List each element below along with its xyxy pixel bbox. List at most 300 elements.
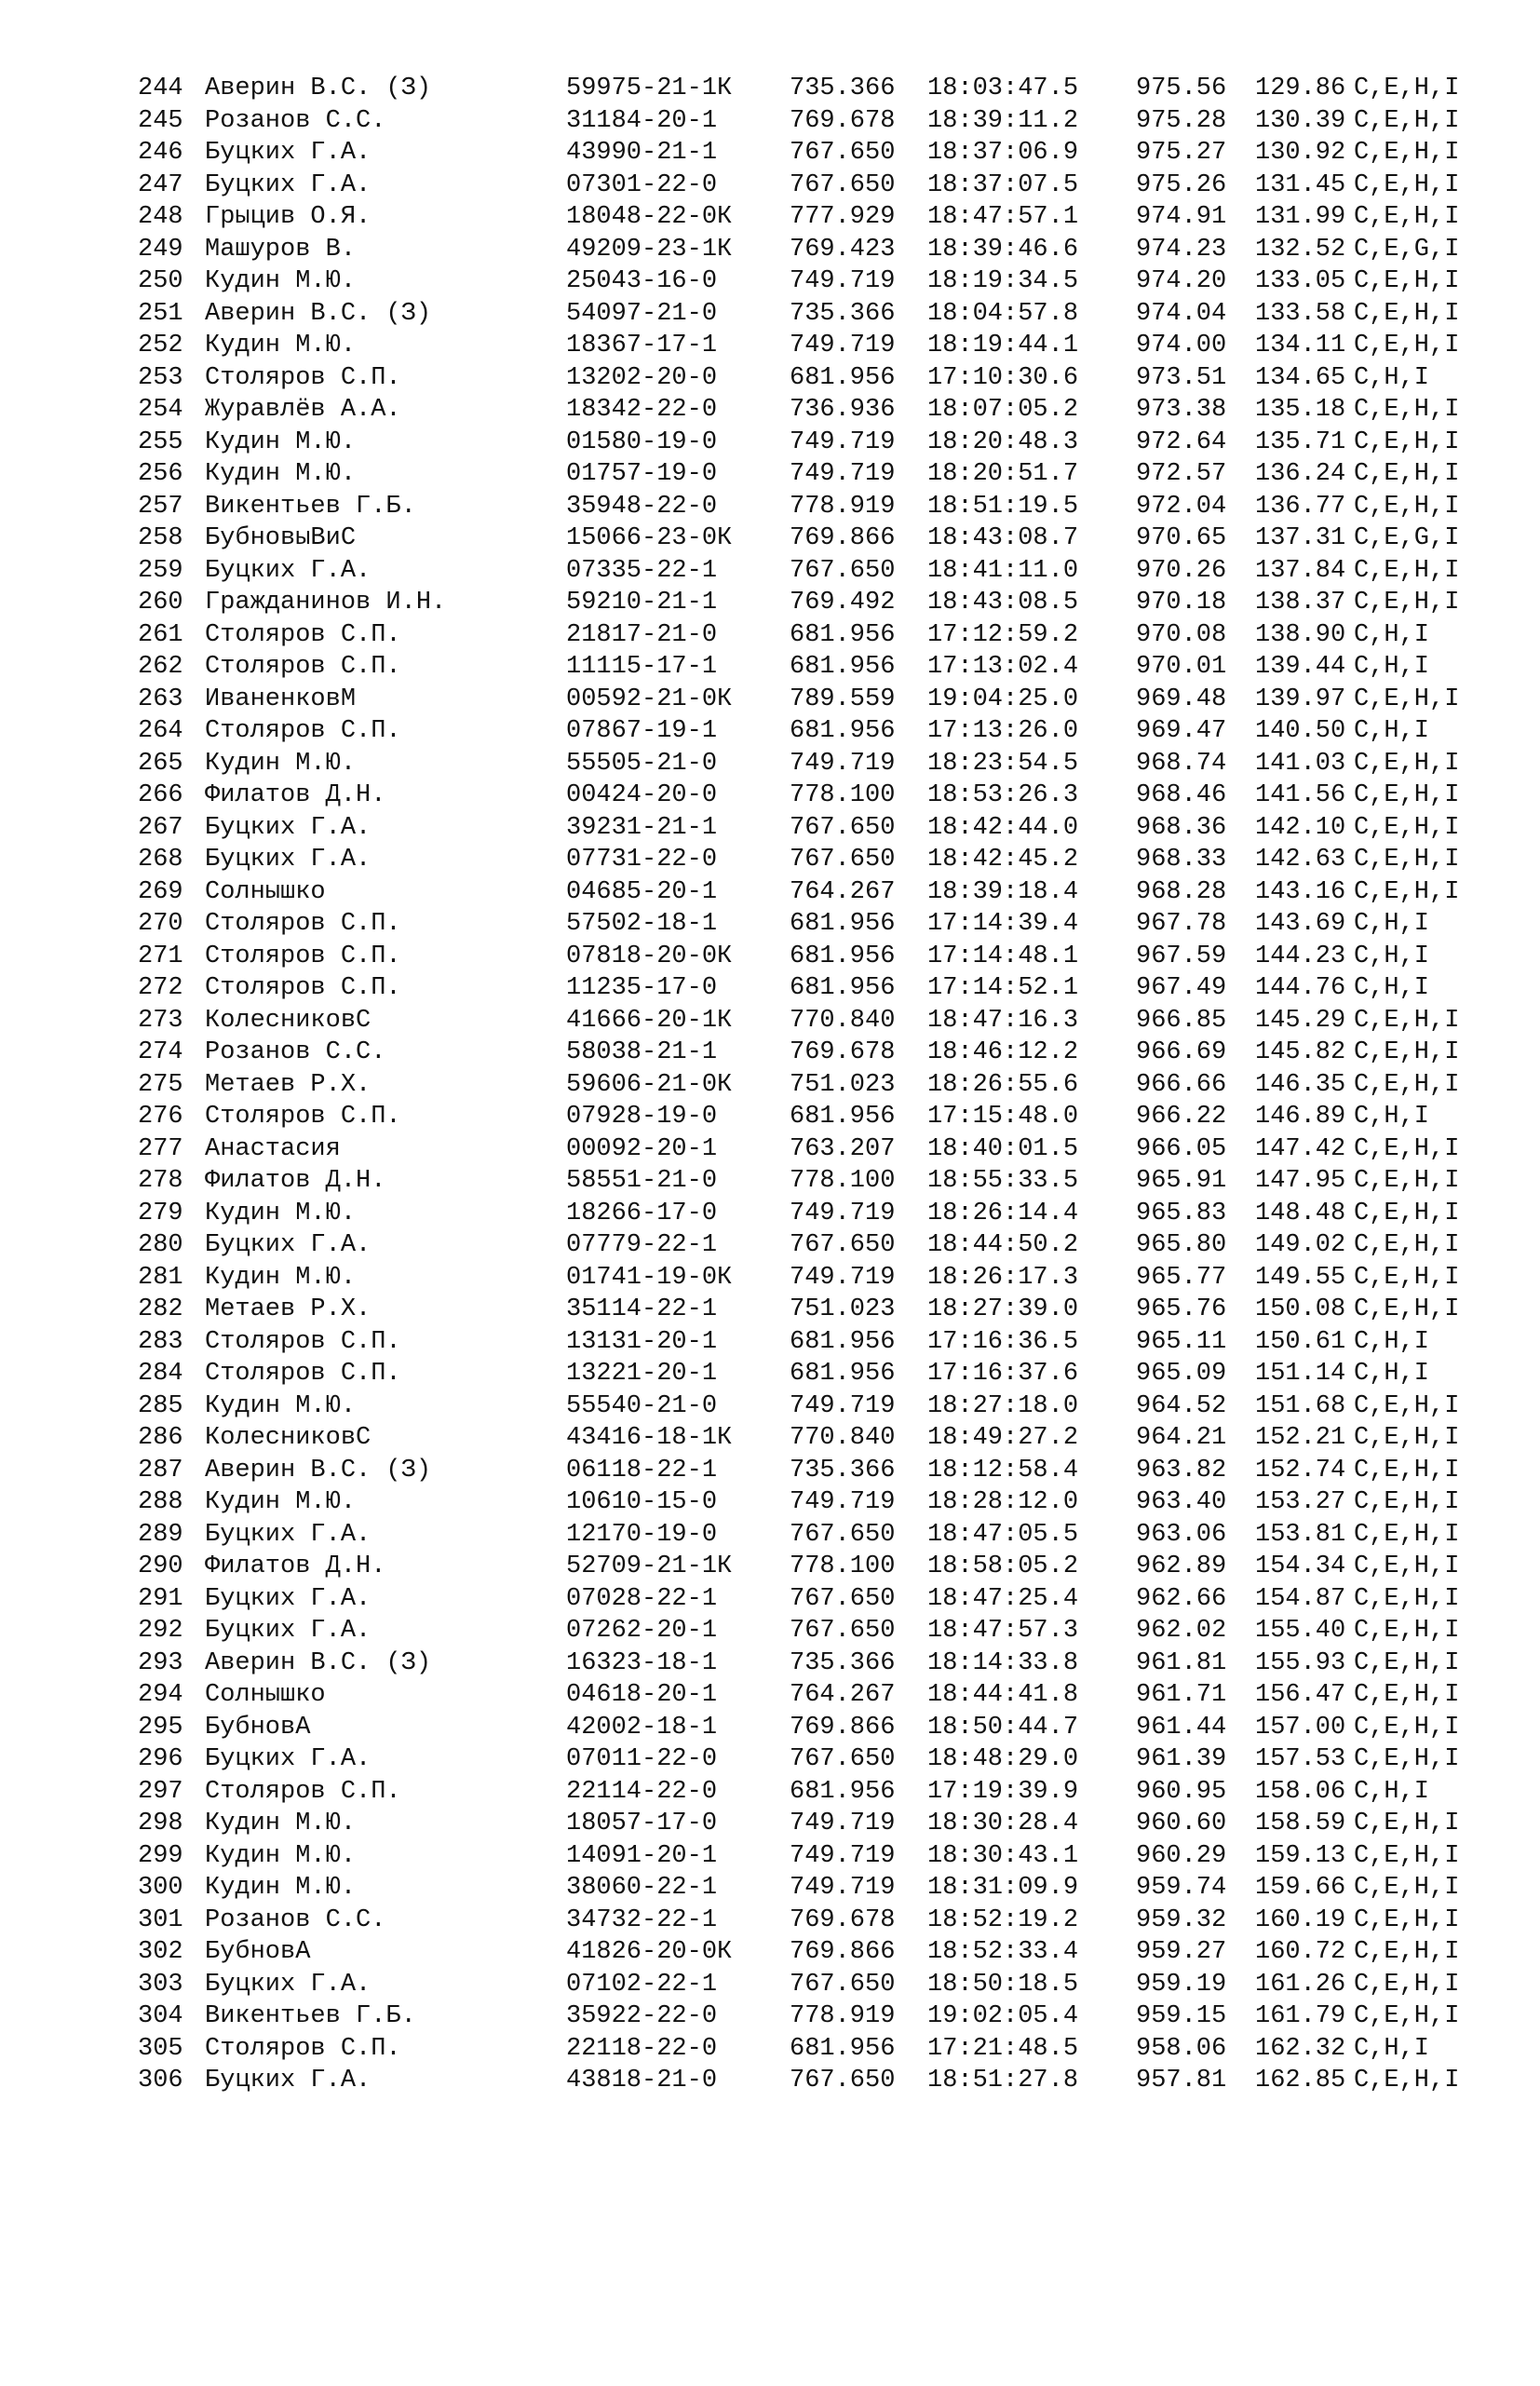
rank-cell: 268 [138, 846, 183, 874]
distance-cell: 767.650 [790, 846, 896, 874]
fancier-name-cell: Столяров С.П. [205, 1327, 401, 1356]
result-row [138, 1743, 1497, 1776]
points-cell: 155.40 [1255, 1617, 1346, 1645]
result-row [138, 555, 1497, 588]
distance-cell: 764.267 [790, 877, 896, 906]
points-cell: 156.47 [1255, 1681, 1346, 1709]
points-cell: 161.79 [1255, 2002, 1346, 2030]
result-row [138, 362, 1497, 395]
result-row [138, 1872, 1497, 1905]
result-row [138, 1679, 1497, 1712]
fancier-name-cell: Розанов С.С. [205, 1905, 386, 1934]
speed-cell: 975.26 [1136, 170, 1227, 199]
categories-cell: С,Е,Н,І [1354, 2002, 1460, 2030]
speed-cell: 965.77 [1136, 1263, 1227, 1292]
distance-cell: 749.719 [790, 427, 896, 456]
rank-cell: 267 [138, 813, 183, 842]
ring-number-cell: 01580-19-0 [566, 427, 718, 456]
speed-cell: 969.47 [1136, 717, 1227, 745]
arrival-time-cell: 17:19:39.9 [927, 1777, 1079, 1806]
rank-cell: 281 [138, 1263, 183, 1292]
distance-cell: 764.267 [790, 1681, 896, 1709]
result-row [138, 427, 1497, 459]
categories-cell: С,Е,Н,І [1354, 203, 1460, 231]
categories-cell: С,Н,І [1354, 1777, 1430, 1806]
categories-cell: С,Е,Н,І [1354, 1713, 1460, 1742]
arrival-time-cell: 18:39:46.6 [927, 235, 1079, 264]
distance-cell: 681.956 [790, 942, 896, 970]
speed-cell: 965.09 [1136, 1360, 1227, 1388]
arrival-time-cell: 17:14:48.1 [927, 942, 1079, 970]
arrival-time-cell: 18:27:18.0 [927, 1391, 1079, 1420]
rank-cell: 252 [138, 332, 183, 359]
distance-cell: 749.719 [790, 332, 896, 359]
fancier-name-cell: Буцких Г.А. [205, 1617, 371, 1645]
ring-number-cell: 18367-17-1 [566, 332, 718, 359]
arrival-time-cell: 18:26:55.6 [927, 1070, 1079, 1099]
fancier-name-cell: Столяров С.П. [205, 2034, 401, 2063]
result-row [138, 684, 1497, 716]
points-cell: 132.52 [1255, 235, 1346, 264]
categories-cell: С,Н,І [1354, 974, 1430, 1002]
speed-cell: 970.01 [1136, 653, 1227, 681]
arrival-time-cell: 18:44:41.8 [927, 1681, 1079, 1709]
result-row [138, 1712, 1497, 1744]
points-cell: 145.82 [1255, 1038, 1346, 1066]
result-row [138, 522, 1497, 555]
arrival-time-cell: 18:51:19.5 [927, 492, 1079, 521]
speed-cell: 965.11 [1136, 1327, 1227, 1356]
rank-cell: 264 [138, 717, 183, 745]
categories-cell: С,Е,Н,І [1354, 1617, 1460, 1645]
ring-number-cell: 11115-17-1 [566, 653, 718, 681]
arrival-time-cell: 18:31:09.9 [927, 1874, 1079, 1902]
categories-cell: С,Н,І [1354, 363, 1430, 392]
ring-number-cell: 58038-21-1 [566, 1038, 718, 1066]
fancier-name-cell: Аверин В.С. (З) [205, 1456, 432, 1484]
fancier-name-cell: Аверин В.С. (З) [205, 299, 432, 328]
arrival-time-cell: 18:12:58.4 [927, 1456, 1079, 1484]
rank-cell: 275 [138, 1070, 183, 1099]
distance-cell: 749.719 [790, 1263, 896, 1292]
ring-number-cell: 21817-21-0 [566, 620, 718, 649]
fancier-name-cell: Буцких Г.А. [205, 556, 371, 585]
points-cell: 152.74 [1255, 1456, 1346, 1484]
result-row [138, 1005, 1497, 1037]
rank-cell: 248 [138, 203, 183, 231]
ring-number-cell: 07928-19-0 [566, 1103, 718, 1131]
categories-cell: С,Е,Н,І [1354, 749, 1460, 778]
categories-cell: С,Е,G,І [1354, 524, 1460, 552]
fancier-name-cell: Столяров С.П. [205, 1360, 401, 1388]
fancier-name-cell: Кудин М.Ю. [205, 460, 357, 488]
points-cell: 134.11 [1255, 332, 1346, 359]
points-cell: 151.14 [1255, 1360, 1346, 1388]
categories-cell: С,Е,Н,І [1354, 1391, 1460, 1420]
arrival-time-cell: 17:13:26.0 [927, 717, 1079, 745]
arrival-time-cell: 18:19:44.1 [927, 332, 1079, 359]
ring-number-cell: 59606-21-0К [566, 1070, 733, 1099]
distance-cell: 777.929 [790, 203, 896, 231]
speed-cell: 974.91 [1136, 203, 1227, 231]
speed-cell: 965.80 [1136, 1231, 1227, 1259]
speed-cell: 974.23 [1136, 235, 1227, 264]
fancier-name-cell: Кудин М.Ю. [205, 332, 357, 359]
result-row [138, 1583, 1497, 1616]
speed-cell: 968.46 [1136, 781, 1227, 809]
categories-cell: С,Н,І [1354, 2034, 1430, 2063]
distance-cell: 767.650 [790, 1231, 896, 1259]
ring-number-cell: 58551-21-0 [566, 1167, 718, 1195]
points-cell: 137.31 [1255, 524, 1346, 552]
arrival-time-cell: 19:04:25.0 [927, 685, 1079, 713]
categories-cell: С,Е,Н,І [1354, 170, 1460, 199]
categories-cell: С,Е,Н,І [1354, 139, 1460, 167]
categories-cell: С,Н,І [1354, 653, 1430, 681]
result-row [138, 330, 1497, 362]
speed-cell: 958.06 [1136, 2034, 1227, 2063]
points-cell: 139.97 [1255, 685, 1346, 713]
points-cell: 147.95 [1255, 1167, 1346, 1195]
speed-cell: 975.27 [1136, 139, 1227, 167]
result-row [138, 298, 1497, 331]
ring-number-cell: 07867-19-1 [566, 717, 718, 745]
rank-cell: 301 [138, 1905, 183, 1934]
result-row [138, 1936, 1497, 1969]
points-cell: 130.39 [1255, 106, 1346, 135]
arrival-time-cell: 18:47:16.3 [927, 1006, 1079, 1035]
result-row [138, 1165, 1497, 1198]
points-cell: 143.16 [1255, 877, 1346, 906]
arrival-time-cell: 18:27:39.0 [927, 1295, 1079, 1323]
points-cell: 140.50 [1255, 717, 1346, 745]
speed-cell: 959.74 [1136, 1874, 1227, 1902]
speed-cell: 963.06 [1136, 1520, 1227, 1549]
fancier-name-cell: Метаев Р.Х. [205, 1070, 371, 1099]
results-list [138, 73, 1497, 2097]
ring-number-cell: 38060-22-1 [566, 1874, 718, 1902]
rank-cell: 286 [138, 1424, 183, 1452]
result-row [138, 2065, 1497, 2097]
arrival-time-cell: 17:14:52.1 [927, 974, 1079, 1002]
fancier-name-cell: Буцких Г.А. [205, 170, 371, 199]
result-row [138, 201, 1497, 234]
distance-cell: 778.919 [790, 492, 896, 521]
speed-cell: 972.04 [1136, 492, 1227, 521]
points-cell: 149.55 [1255, 1263, 1346, 1292]
categories-cell: С,Е,Н,І [1354, 1199, 1460, 1227]
result-row [138, 1808, 1497, 1840]
result-row [138, 458, 1497, 491]
distance-cell: 681.956 [790, 363, 896, 392]
speed-cell: 968.28 [1136, 877, 1227, 906]
points-cell: 162.32 [1255, 2034, 1346, 2063]
speed-cell: 974.04 [1136, 299, 1227, 328]
fancier-name-cell: Кудин М.Ю. [205, 1263, 357, 1292]
ring-number-cell: 07731-22-0 [566, 846, 718, 874]
arrival-time-cell: 18:42:44.0 [927, 813, 1079, 842]
fancier-name-cell: Столяров С.П. [205, 620, 401, 649]
ring-number-cell: 55505-21-0 [566, 749, 718, 778]
points-cell: 130.92 [1255, 139, 1346, 167]
categories-cell: С,Е,Н,І [1354, 1520, 1460, 1549]
arrival-time-cell: 18:14:33.8 [927, 1648, 1079, 1677]
points-cell: 143.69 [1255, 910, 1346, 938]
result-row [138, 1840, 1497, 1873]
points-cell: 147.42 [1255, 1134, 1346, 1163]
ring-number-cell: 01741-19-0К [566, 1263, 733, 1292]
result-row [138, 2033, 1497, 2066]
arrival-time-cell: 18:42:45.2 [927, 846, 1079, 874]
rank-cell: 246 [138, 139, 183, 167]
points-cell: 139.44 [1255, 653, 1346, 681]
arrival-time-cell: 18:58:05.2 [927, 1552, 1079, 1580]
categories-cell: С,Е,Н,І [1354, 1938, 1460, 1966]
rank-cell: 262 [138, 653, 183, 681]
result-row [138, 1133, 1497, 1166]
distance-cell: 763.207 [790, 1134, 896, 1163]
speed-cell: 961.81 [1136, 1648, 1227, 1677]
rank-cell: 259 [138, 556, 183, 585]
categories-cell: С,Н,І [1354, 942, 1430, 970]
fancier-name-cell: ИваненковМ [205, 685, 357, 713]
points-cell: 148.48 [1255, 1199, 1346, 1227]
arrival-time-cell: 18:30:28.4 [927, 1810, 1079, 1837]
ring-number-cell: 18342-22-0 [566, 396, 718, 424]
ring-number-cell: 16323-18-1 [566, 1648, 718, 1677]
result-row [138, 1422, 1497, 1455]
fancier-name-cell: Столяров С.П. [205, 1103, 401, 1131]
distance-cell: 735.366 [790, 299, 896, 328]
distance-cell: 769.492 [790, 589, 896, 617]
result-row [138, 972, 1497, 1005]
result-row [138, 619, 1497, 652]
categories-cell: С,Е,Н,І [1354, 106, 1460, 135]
fancier-name-cell: Журавлёв А.А. [205, 396, 401, 424]
arrival-time-cell: 17:21:48.5 [927, 2034, 1079, 2063]
fancier-name-cell: Кудин М.Ю. [205, 1488, 357, 1516]
fancier-name-cell: Розанов С.С. [205, 1038, 386, 1066]
rank-cell: 279 [138, 1199, 183, 1227]
arrival-time-cell: 17:15:48.0 [927, 1103, 1079, 1131]
speed-cell: 974.00 [1136, 332, 1227, 359]
fancier-name-cell: Буцких Г.А. [205, 139, 371, 167]
arrival-time-cell: 18:55:33.5 [927, 1167, 1079, 1195]
arrival-time-cell: 18:26:17.3 [927, 1263, 1079, 1292]
speed-cell: 963.82 [1136, 1456, 1227, 1484]
categories-cell: С,Н,І [1354, 910, 1430, 938]
categories-cell: С,Е,Н,І [1354, 1263, 1460, 1292]
ring-number-cell: 35948-22-0 [566, 492, 718, 521]
rank-cell: 271 [138, 942, 183, 970]
ring-number-cell: 39231-21-1 [566, 813, 718, 842]
ring-number-cell: 04685-20-1 [566, 877, 718, 906]
points-cell: 155.93 [1255, 1648, 1346, 1677]
distance-cell: 681.956 [790, 620, 896, 649]
speed-cell: 968.74 [1136, 749, 1227, 778]
fancier-name-cell: Грыцив О.Я. [205, 203, 371, 231]
fancier-name-cell: Буцких Г.А. [205, 1231, 371, 1259]
ring-number-cell: 59975-21-1К [566, 75, 733, 102]
arrival-time-cell: 17:16:37.6 [927, 1360, 1079, 1388]
categories-cell: С,Е,Н,І [1354, 1295, 1460, 1323]
arrival-time-cell: 18:37:06.9 [927, 139, 1079, 167]
arrival-time-cell: 18:30:43.1 [927, 1841, 1079, 1870]
speed-cell: 974.20 [1136, 267, 1227, 295]
arrival-time-cell: 18:47:57.3 [927, 1617, 1079, 1645]
fancier-name-cell: КолесниковС [205, 1006, 371, 1035]
rank-cell: 257 [138, 492, 183, 521]
categories-cell: С,Н,І [1354, 717, 1430, 745]
speed-cell: 959.19 [1136, 1970, 1227, 1999]
arrival-time-cell: 18:52:19.2 [927, 1905, 1079, 1934]
fancier-name-cell: Буцких Г.А. [205, 813, 371, 842]
ring-number-cell: 18057-17-0 [566, 1810, 718, 1837]
categories-cell: С,Е,Н,І [1354, 299, 1460, 328]
result-row [138, 2000, 1497, 2033]
distance-cell: 749.719 [790, 1488, 896, 1516]
distance-cell: 681.956 [790, 974, 896, 1002]
distance-cell: 769.678 [790, 1038, 896, 1066]
ring-number-cell: 11235-17-0 [566, 974, 718, 1002]
fancier-name-cell: Аверин В.С. (З) [205, 1648, 432, 1677]
distance-cell: 735.366 [790, 75, 896, 102]
distance-cell: 789.559 [790, 685, 896, 713]
rank-cell: 284 [138, 1360, 183, 1388]
fancier-name-cell: Розанов С.С. [205, 106, 386, 135]
categories-cell: С,Н,І [1354, 620, 1430, 649]
speed-cell: 967.59 [1136, 942, 1227, 970]
fancier-name-cell: Машуров В. [205, 235, 357, 264]
points-cell: 161.26 [1255, 1970, 1346, 1999]
arrival-time-cell: 18:19:34.5 [927, 267, 1079, 295]
ring-number-cell: 18048-22-0К [566, 203, 733, 231]
speed-cell: 960.29 [1136, 1841, 1227, 1870]
result-row [138, 1326, 1497, 1359]
result-row [138, 1037, 1497, 1069]
arrival-time-cell: 18:39:18.4 [927, 877, 1079, 906]
arrival-time-cell: 18:49:27.2 [927, 1424, 1079, 1452]
rank-cell: 293 [138, 1648, 183, 1677]
categories-cell: С,Е,Н,І [1354, 1488, 1460, 1516]
speed-cell: 965.83 [1136, 1199, 1227, 1227]
categories-cell: С,Е,Н,І [1354, 1134, 1460, 1163]
ring-number-cell: 06118-22-1 [566, 1456, 718, 1484]
categories-cell: С,Е,Н,І [1354, 813, 1460, 842]
points-cell: 160.19 [1255, 1905, 1346, 1934]
ring-number-cell: 18266-17-0 [566, 1199, 718, 1227]
categories-cell: С,Н,І [1354, 1360, 1430, 1388]
distance-cell: 767.650 [790, 170, 896, 199]
rank-cell: 249 [138, 235, 183, 264]
fancier-name-cell: Столяров С.П. [205, 717, 401, 745]
points-cell: 158.59 [1255, 1810, 1346, 1837]
distance-cell: 749.719 [790, 1391, 896, 1420]
distance-cell: 769.678 [790, 1905, 896, 1934]
distance-cell: 736.936 [790, 396, 896, 424]
speed-cell: 975.28 [1136, 106, 1227, 135]
points-cell: 135.18 [1255, 396, 1346, 424]
fancier-name-cell: Буцких Г.А. [205, 1584, 371, 1613]
fancier-name-cell: Буцких Г.А. [205, 1745, 371, 1773]
categories-cell: С,Е,G,І [1354, 235, 1460, 264]
distance-cell: 767.650 [790, 1584, 896, 1613]
categories-cell: С,Е,Н,І [1354, 75, 1460, 102]
fancier-name-cell: Буцких Г.А. [205, 1520, 371, 1549]
ring-number-cell: 31184-20-1 [566, 106, 718, 135]
categories-cell: С,Е,Н,І [1354, 685, 1460, 713]
points-cell: 144.76 [1255, 974, 1346, 1002]
result-row [138, 1198, 1497, 1230]
arrival-time-cell: 18:07:05.2 [927, 396, 1079, 424]
speed-cell: 969.48 [1136, 685, 1227, 713]
rank-cell: 300 [138, 1874, 183, 1902]
fancier-name-cell: Гражданинов И.Н. [205, 589, 447, 617]
distance-cell: 735.366 [790, 1648, 896, 1677]
fancier-name-cell: Кудин М.Ю. [205, 1874, 357, 1902]
speed-cell: 964.52 [1136, 1391, 1227, 1420]
distance-cell: 749.719 [790, 749, 896, 778]
result-row [138, 234, 1497, 266]
arrival-time-cell: 18:48:29.0 [927, 1745, 1079, 1773]
result-row [138, 137, 1497, 169]
rank-cell: 285 [138, 1391, 183, 1420]
speed-cell: 966.05 [1136, 1134, 1227, 1163]
distance-cell: 778.919 [790, 2002, 896, 2030]
result-row [138, 1905, 1497, 1937]
arrival-time-cell: 18:03:47.5 [927, 75, 1079, 102]
ring-number-cell: 34732-22-1 [566, 1905, 718, 1934]
points-cell: 138.37 [1255, 589, 1346, 617]
result-row [138, 169, 1497, 202]
points-cell: 159.66 [1255, 1874, 1346, 1902]
ring-number-cell: 35114-22-1 [566, 1295, 718, 1323]
rank-cell: 255 [138, 427, 183, 456]
distance-cell: 749.719 [790, 267, 896, 295]
rank-cell: 302 [138, 1938, 183, 1966]
rank-cell: 244 [138, 75, 183, 102]
distance-cell: 681.956 [790, 1360, 896, 1388]
arrival-time-cell: 18:23:54.5 [927, 749, 1079, 778]
rank-cell: 305 [138, 2034, 183, 2063]
ring-number-cell: 13221-20-1 [566, 1360, 718, 1388]
result-row [138, 1519, 1497, 1552]
speed-cell: 970.65 [1136, 524, 1227, 552]
distance-cell: 769.866 [790, 1713, 896, 1742]
speed-cell: 970.26 [1136, 556, 1227, 585]
fancier-name-cell: Викентьев Г.Б. [205, 2002, 416, 2030]
arrival-time-cell: 17:10:30.6 [927, 363, 1079, 392]
fancier-name-cell: Столяров С.П. [205, 974, 401, 1002]
distance-cell: 749.719 [790, 1874, 896, 1902]
ring-number-cell: 43416-18-1К [566, 1424, 733, 1452]
ring-number-cell: 07779-22-1 [566, 1231, 718, 1259]
ring-number-cell: 01757-19-0 [566, 460, 718, 488]
rank-cell: 292 [138, 1617, 183, 1645]
points-cell: 137.84 [1255, 556, 1346, 585]
rank-cell: 273 [138, 1006, 183, 1035]
points-cell: 133.58 [1255, 299, 1346, 328]
categories-cell: С,Е,Н,І [1354, 1648, 1460, 1677]
rank-cell: 261 [138, 620, 183, 649]
speed-cell: 973.51 [1136, 363, 1227, 392]
speed-cell: 962.66 [1136, 1584, 1227, 1613]
rank-cell: 263 [138, 685, 183, 713]
ring-number-cell: 07335-22-1 [566, 556, 718, 585]
ring-number-cell: 00592-21-0К [566, 685, 733, 713]
ring-number-cell: 07011-22-0 [566, 1745, 718, 1773]
rank-cell: 280 [138, 1231, 183, 1259]
